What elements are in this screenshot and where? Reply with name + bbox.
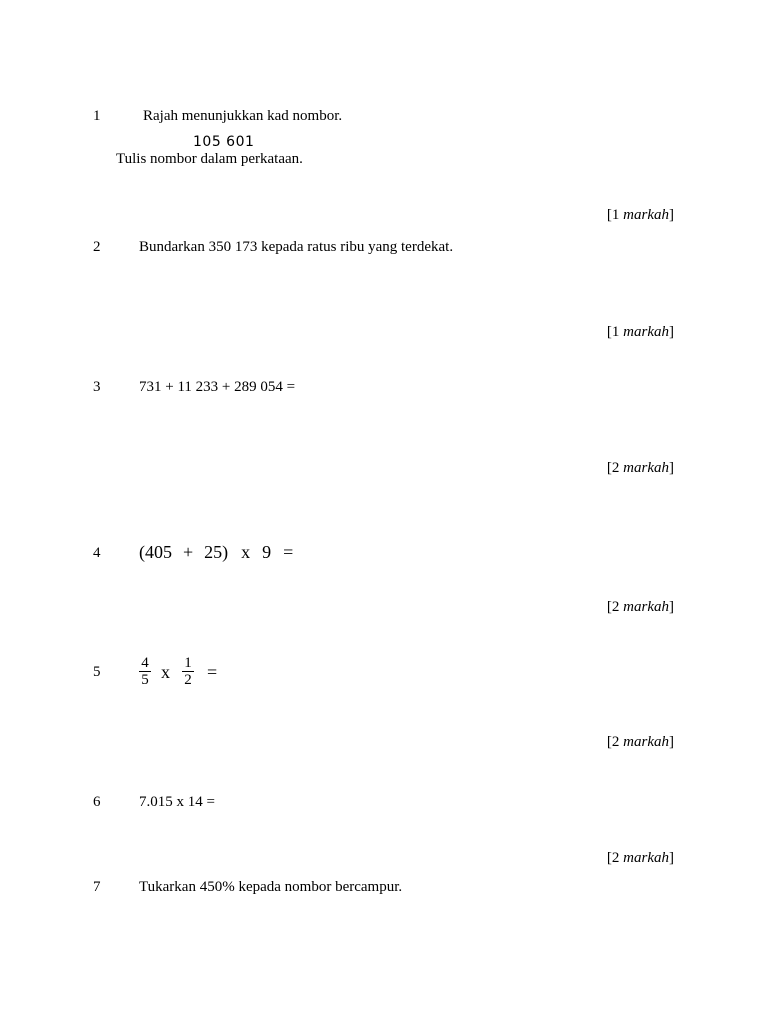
question-1-subtext: Tulis nombor dalam perkataan. [116,151,303,167]
question-1-marks: [1 markah] [606,207,674,223]
number-card: 105 601 [193,134,255,150]
question-2-text: Bundarkan 350 173 kepada ratus ribu yang terdekat. [139,239,454,255]
question-4-expression: (405 + 25) x 9 = [139,542,294,562]
fraction-four-fifths: 4 5 [138,655,152,688]
question-6-marks: [2 markah] [606,850,674,866]
question-2-number: 2 [93,239,101,255]
question-6-text: 7.015 x 14 = [139,794,215,810]
question-4-number: 4 [93,545,101,561]
question-7-text: Tukarkan 450% kepada nombor bercampur. [139,879,403,895]
question-5-number: 5 [93,664,101,680]
question-7-number: 7 [93,879,101,895]
question-1-number: 1 [93,108,101,124]
fraction-one-half: 1 2 [181,655,195,688]
question-3-text: 731 + 11 233 + 289 054 = [139,379,296,395]
question-3-marks: [2 markah] [606,460,674,476]
question-5-marks: [2 markah] [606,734,674,750]
equals-sign: = [207,662,218,682]
question-6-number: 6 [93,794,101,810]
question-3-number: 3 [93,379,101,395]
question-1-text: Rajah menunjukkan kad nombor. [143,108,343,124]
question-4-marks: [2 markah] [606,599,674,615]
question-2-marks: [1 markah] [606,324,674,340]
multiply-sign: x [161,662,170,682]
